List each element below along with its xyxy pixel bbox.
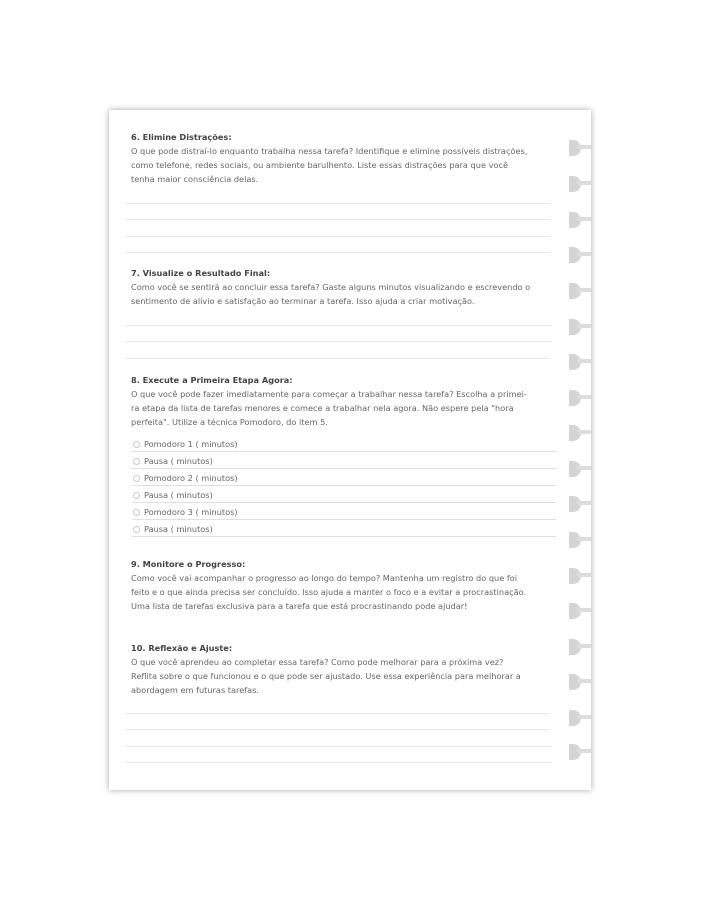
section-title: 8. Execute a Primeira Etapa Agora: [131, 375, 293, 385]
writing-line[interactable] [126, 187, 550, 204]
writing-line[interactable] [126, 730, 550, 747]
writing-line[interactable] [126, 342, 550, 359]
writing-lines[interactable] [126, 309, 550, 359]
section-text-line: Uma lista de tarefas exclusiva para a tarefa que está procrastinando pode ajudar! [131, 601, 468, 611]
pomodoro-label: Pomodoro 1 ( minutos) [144, 439, 238, 449]
checkbox-circle-icon[interactable] [133, 475, 140, 482]
pomodoro-label: Pomodoro 3 ( minutos) [144, 507, 238, 517]
section-eliminate-distractions [131, 131, 553, 186]
section-text-line: O que você pode fazer imediatamente para começar a trabalhar nessa tarefa? Escolha a primei- [131, 389, 527, 399]
section-text-line: abordagem em futuras tarefas. [131, 685, 260, 695]
pomodoro-checklist [132, 435, 556, 537]
binder-disc-icon [567, 530, 591, 550]
section-title: 6. Elimine Distrações: [131, 132, 232, 142]
writing-lines[interactable] [126, 187, 550, 253]
writing-line[interactable] [126, 237, 550, 254]
binder-disc-icon [567, 494, 591, 514]
section-text-line: tenha maior consciência delas. [131, 174, 259, 184]
writing-line[interactable] [126, 714, 550, 731]
pomodoro-item[interactable] [132, 452, 556, 469]
section-reflection-adjust [131, 642, 553, 697]
section-text-line: como telefone, redes sociais, ou ambiente barulhento. Liste essas distrações para que você [131, 160, 508, 170]
checkbox-circle-icon[interactable] [133, 441, 140, 448]
pomodoro-label: Pausa ( minutos) [144, 490, 213, 500]
section-title: 10. Reflexão e Ajuste: [131, 643, 233, 653]
writing-line[interactable] [126, 309, 550, 326]
section-text-line: perfeita". Utilize a técnica Pomodoro, do item 5. [131, 417, 328, 427]
binder-disc-icon [567, 210, 591, 230]
binder-disc-icon [567, 317, 591, 337]
pomodoro-label: Pausa ( minutos) [144, 456, 213, 466]
checkbox-circle-icon[interactable] [133, 509, 140, 516]
binder-disc-icon [567, 672, 591, 692]
binder-discs [567, 130, 597, 770]
writing-line[interactable] [126, 747, 550, 764]
writing-lines[interactable] [126, 697, 550, 763]
writing-line[interactable] [126, 697, 550, 714]
binder-disc-icon [567, 423, 591, 443]
pomodoro-item[interactable] [132, 520, 556, 537]
writing-line[interactable] [126, 220, 550, 237]
pomodoro-item[interactable] [132, 435, 556, 452]
writing-line[interactable] [126, 204, 550, 221]
section-text-line: feito e o que ainda precisa ser concluído. Isso ajuda a manter o foco e a evitar a procrastinação. [131, 587, 527, 597]
checkbox-circle-icon[interactable] [133, 492, 140, 499]
binder-disc-icon [567, 708, 591, 728]
checkbox-circle-icon[interactable] [133, 458, 140, 465]
section-visualize-result [131, 267, 553, 308]
binder-disc-icon [567, 174, 591, 194]
section-monitor-progress [131, 558, 553, 613]
section-text-line: Reflita sobre o que funcionou e o que pode ser ajustado. Use essa experiência para melhorar a [131, 671, 521, 681]
binder-disc-icon [567, 459, 591, 479]
pomodoro-label: Pausa ( minutos) [144, 524, 213, 534]
pomodoro-label: Pomodoro 2 ( minutos) [144, 473, 238, 483]
binder-disc-icon [567, 138, 591, 158]
binder-disc-icon [567, 388, 591, 408]
section-text-line: O que pode distraí-lo enquanto trabalha nessa tarefa? Identifique e elimine possíveis distrações, [131, 146, 528, 156]
section-text-line: Como você se sentirá ao concluir essa tarefa? Gaste alguns minutos visualizando e escrevendo o [131, 282, 531, 292]
binder-disc-icon [567, 742, 591, 762]
section-text-line: Como você vai acompanhar o progresso ao longo do tempo? Mantenha um registro do que foi [131, 573, 518, 583]
pomodoro-item[interactable] [132, 503, 556, 520]
pomodoro-item[interactable] [132, 469, 556, 486]
binder-disc-icon [567, 352, 591, 372]
section-execute-first-step [131, 374, 553, 429]
binder-disc-icon [567, 637, 591, 657]
section-text-line: sentimento de alívio e satisfação ao terminar a tarefa. Isso ajuda a criar motivação. [131, 296, 475, 306]
pomodoro-item[interactable] [132, 486, 556, 503]
section-text-line: O que você aprendeu ao completar essa tarefa? Como pode melhorar para a próxima vez? [131, 657, 504, 667]
binder-disc-icon [567, 601, 591, 621]
writing-line[interactable] [126, 326, 550, 343]
section-title: 7. Visualize o Resultado Final: [131, 268, 271, 278]
section-title: 9. Monitore o Progresso: [131, 559, 246, 569]
binder-disc-icon [567, 566, 591, 586]
binder-disc-icon [567, 245, 591, 265]
section-text-line: ra etapa da lista de tarefas menores e comece a trabalhar nela agora. Não espere pela "hora [131, 403, 514, 413]
notebook-page [109, 110, 591, 790]
checkbox-circle-icon[interactable] [133, 526, 140, 533]
binder-disc-icon [567, 281, 591, 301]
